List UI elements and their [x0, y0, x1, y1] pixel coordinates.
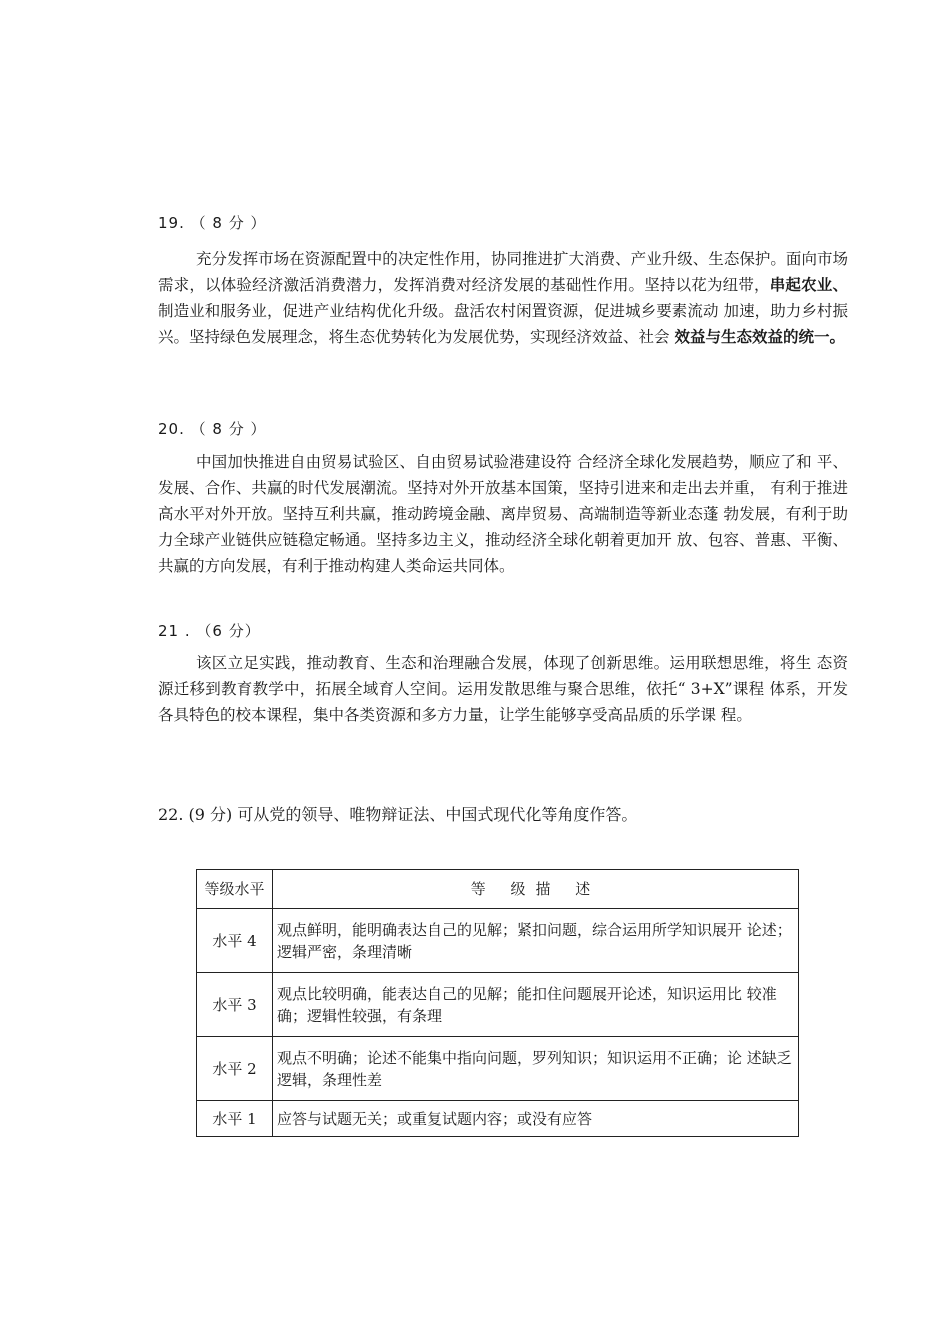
description-cell: 观点比较明确，能表达自己的见解；能扣住问题展开论述，知识运用比 较准确；逻辑性较强，有条理 — [273, 973, 799, 1037]
header-description: 等 级描 述 — [273, 870, 799, 909]
q19-text-part1: 充分发挥市场在资源配置中的决定性作用，协同推进扩大消费、产业升级、生态保护。面向市场需求，以体验经济激活消费潜力，发挥消费对经济发展的基础性作用。坚持以花为纽带， — [158, 250, 848, 294]
grading-table-header — [197, 870, 799, 909]
description-cell: 应答与试题无关；或重复试题内容；或没有应答 — [273, 1101, 799, 1137]
description-cell: 观点鲜明，能明确表达自己的见解；紧扣问题，综合运用所学知识展开 论述；逻辑严密，条理清晰 — [273, 909, 799, 973]
question-21-answer: 该区立足实践，推动教育、生态和治理融合发展，体现了创新思维。运用联想思维，将生 态资源迁移到教育教学中，拓展全域育人空间。运用发散思维与聚合思维，依托“ 3+X”课程 体系，开发各具特色的校本课程，集中各类资源和多方力量，让学生能够享受高品质的乐学课 程。 — [158, 654, 848, 724]
q19-bold-part1: 串起农业、 — [769, 275, 848, 294]
table-row — [197, 909, 799, 973]
q19-text-part2: 制造业和服务业，促进产业结构优化升级。盘活农村闲置资源，促进城乡要素流动 加速，助力乡村振兴。坚持绿色发展理念，将生态优势转化为发展优势，实现经济效益、社会 — [158, 302, 848, 346]
table-row — [197, 973, 799, 1037]
q19-bold-part2: 效益与生态效益的统一。 — [674, 327, 845, 346]
description-cell: 观点不明确；论述不能集中指向问题，罗列知识；知识运用不正确；论 述缺乏逻辑，条理性差 — [273, 1037, 799, 1101]
question-19-answer — [158, 246, 848, 350]
question-20-heading: 20. （ 8 分 ） — [158, 420, 267, 438]
level-cell: 水平 1 — [197, 1101, 273, 1137]
level-cell: 水平 4 — [197, 909, 273, 973]
question-22-heading: 22. (9 分) 可从党的领导、唯物辩证法、中国式现代化等角度作答。 — [158, 805, 638, 824]
table-row — [197, 1037, 799, 1101]
question-21-heading: 21 . （6 分） — [158, 622, 261, 640]
table-row — [197, 1101, 799, 1137]
level-cell: 水平 2 — [197, 1037, 273, 1101]
question-20-answer: 中国加快推进自由贸易试验区、自由贸易试验港建设符 合经济全球化发展趋势，顺应了和 平、发展、合作、共赢的时代发展潮流。坚持对外开放基本国策，坚持引进来和走出去并重， 有利于推进高水平对外开放。坚持互利共赢，推动跨境金融、离岸贸易、高端制造等新业态蓬 勃发展，有利于助力全球产业链供应链稳定畅通。坚持多边主义，推动经济全球化朝着更加开 放、包容、普惠、平衡、共赢的方向发展，有利于推动构建人类命运共同体。 — [158, 453, 848, 575]
header-level: 等级水平 — [197, 870, 273, 909]
level-cell: 水平 3 — [197, 973, 273, 1037]
grading-table — [196, 869, 799, 1137]
question-19-heading: 19. （ 8 分 ） — [158, 214, 267, 232]
